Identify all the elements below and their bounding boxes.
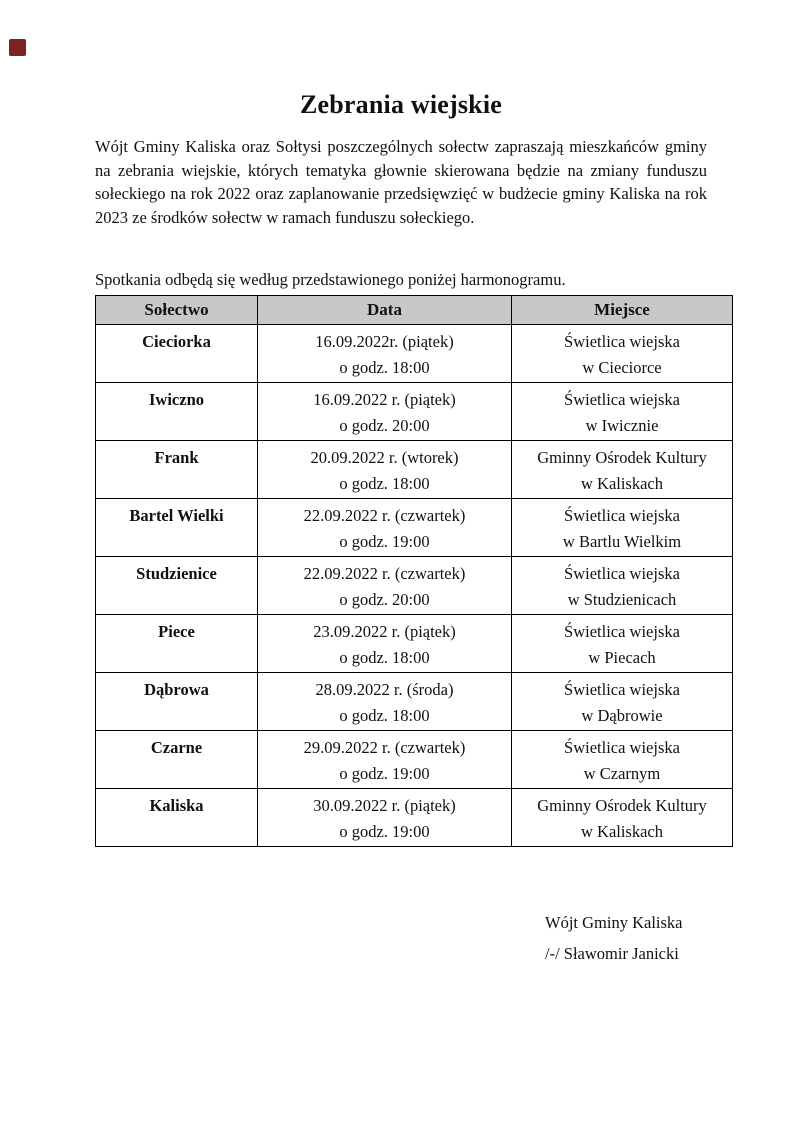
corner-mark-icon	[9, 39, 26, 56]
data-cell	[258, 498, 512, 556]
schedule-table-body	[96, 324, 733, 846]
document-body	[95, 0, 732, 966]
solectwo-cell	[96, 498, 258, 556]
solectwo-name: Dąbrowa	[144, 679, 209, 699]
venue-name: Świetlica wiejska	[564, 505, 680, 525]
meeting-time: o godz. 19:00	[339, 532, 430, 551]
schedule-intro-paragraph: Spotkania odbędą się według przedstawionego poniżej harmonogramu.	[95, 270, 566, 289]
solectwo-name: Studzienice	[136, 563, 217, 583]
table-row	[96, 382, 733, 440]
venue-locality: w Dąbrowie	[581, 706, 663, 725]
schedule-table	[95, 295, 733, 847]
miejsce-cell	[512, 614, 733, 672]
table-row	[96, 730, 733, 788]
solectwo-cell	[96, 382, 258, 440]
meeting-time: o godz. 18:00	[339, 706, 430, 725]
solectwo-name: Bartel Wielki	[129, 505, 224, 525]
data-cell	[258, 730, 512, 788]
miejsce-cell	[512, 498, 733, 556]
header-cell-data: Data	[258, 295, 512, 324]
solectwo-cell	[96, 440, 258, 498]
venue-locality: w Bartlu Wielkim	[562, 532, 682, 551]
solectwo-cell	[96, 730, 258, 788]
miejsce-cell	[512, 382, 733, 440]
header-cell-solectwo: Sołectwo	[96, 295, 258, 324]
meeting-date: 22.09.2022 r. (czwartek)	[303, 563, 466, 583]
venue-locality: w Studzienicach	[567, 590, 677, 609]
solectwo-name: Kaliska	[149, 795, 204, 815]
solectwo-name: Piece	[158, 621, 195, 641]
intro-paragraph: Wójt Gminy Kaliska oraz Sołtysi poszczególnych sołectw zapraszają mieszkańców gminy na zebrania wiejskie, których tematyka głownie skierowana będzie na zmiany funduszu sołeckiego na rok 2022 oraz zaplanowanie przedsięwzięć w budżecie gminy Kaliska na rok 2023 ze środków sołectw w ramach funduszu sołeckiego.	[95, 137, 707, 227]
meeting-time: o godz. 19:00	[339, 764, 430, 783]
venue-name: Świetlica wiejska	[564, 389, 680, 409]
table-row	[96, 672, 733, 730]
meeting-time: o godz. 20:00	[339, 416, 430, 435]
table-row	[96, 556, 733, 614]
meeting-time: o godz. 18:00	[339, 648, 430, 667]
page-title: Zebrania wiejskie	[299, 90, 502, 119]
table-header-row	[96, 295, 733, 324]
solectwo-name: Iwiczno	[149, 389, 204, 409]
miejsce-cell	[512, 672, 733, 730]
venue-name: Świetlica wiejska	[564, 621, 680, 641]
meeting-time: o godz. 20:00	[339, 590, 430, 609]
venue-locality: w Czarnym	[583, 764, 661, 783]
solectwo-name: Czarne	[150, 737, 203, 757]
venue-name: Świetlica wiejska	[564, 679, 680, 699]
venue-locality: w Cieciorce	[582, 358, 662, 377]
miejsce-cell	[512, 556, 733, 614]
venue-locality: w Kaliskach	[580, 474, 664, 493]
venue-name: Świetlica wiejska	[564, 331, 680, 351]
data-cell	[258, 556, 512, 614]
miejsce-cell	[512, 730, 733, 788]
meeting-date: 16.09.2022r. (piątek)	[315, 331, 454, 351]
table-row	[96, 614, 733, 672]
solectwo-name: Frank	[154, 447, 199, 467]
solectwo-name: Cieciorka	[142, 331, 211, 351]
data-cell	[258, 788, 512, 846]
miejsce-cell	[512, 440, 733, 498]
solectwo-cell	[96, 672, 258, 730]
table-row	[96, 788, 733, 846]
venue-locality: w Piecach	[588, 648, 656, 667]
meeting-date: 29.09.2022 r. (czwartek)	[303, 737, 466, 757]
solectwo-cell	[96, 324, 258, 382]
venue-name: Gminny Ośrodek Kultury	[537, 447, 707, 467]
signature-role: Wójt Gminy Kaliska	[545, 912, 683, 932]
miejsce-cell	[512, 324, 733, 382]
meeting-time: o godz. 18:00	[339, 358, 430, 377]
solectwo-cell	[96, 788, 258, 846]
meeting-date: 28.09.2022 r. (środa)	[315, 679, 454, 699]
meeting-date: 22.09.2022 r. (czwartek)	[303, 505, 466, 525]
meeting-date: 30.09.2022 r. (piątek)	[313, 795, 456, 815]
solectwo-cell	[96, 614, 258, 672]
signature-block	[545, 911, 732, 966]
table-row	[96, 324, 733, 382]
signature-name: /-/ Sławomir Janicki	[545, 944, 679, 963]
venue-locality: w Kaliskach	[580, 822, 664, 841]
venue-locality: w Iwicznie	[585, 416, 659, 435]
data-cell	[258, 440, 512, 498]
meeting-date: 20.09.2022 r. (wtorek)	[310, 447, 459, 467]
venue-name: Świetlica wiejska	[564, 737, 680, 757]
data-cell	[258, 324, 512, 382]
table-row	[96, 440, 733, 498]
venue-name: Gminny Ośrodek Kultury	[537, 795, 707, 815]
header-cell-miejsce: Miejsce	[512, 295, 733, 324]
miejsce-cell	[512, 788, 733, 846]
meeting-date: 23.09.2022 r. (piątek)	[313, 621, 456, 641]
table-row	[96, 498, 733, 556]
solectwo-cell	[96, 556, 258, 614]
meeting-time: o godz. 18:00	[339, 474, 430, 493]
data-cell	[258, 672, 512, 730]
data-cell	[258, 382, 512, 440]
venue-name: Świetlica wiejska	[564, 563, 680, 583]
meeting-time: o godz. 19:00	[339, 822, 430, 841]
meeting-date: 16.09.2022 r. (piątek)	[313, 389, 456, 409]
data-cell	[258, 614, 512, 672]
